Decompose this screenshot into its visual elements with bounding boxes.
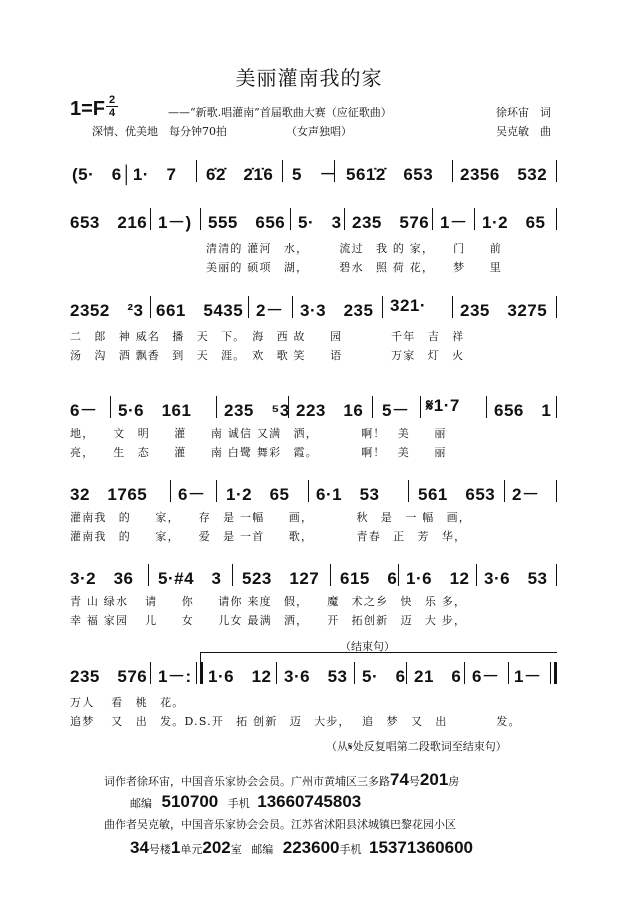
key-signature: 1=F bbox=[70, 98, 106, 120]
time-denominator: 4 bbox=[108, 107, 116, 119]
composer-address: 曲作者吴克敏，中国音乐家协会会员。江苏省沭阳县沭城镇巴黎花园小区 bbox=[104, 818, 456, 831]
lyrics-verse-1: 二 郎 神 威名 播 天 下。 海 西 故 园 千年 吉 祥 bbox=[70, 330, 465, 343]
measure: 661 5435 bbox=[156, 301, 244, 320]
phone-label: 手机 bbox=[339, 843, 362, 856]
barline bbox=[232, 564, 233, 586]
time-numerator: 2 bbox=[108, 94, 116, 106]
lyricist-postcode: 510700 bbox=[161, 792, 219, 811]
barline bbox=[150, 296, 151, 318]
measure: 21 6 bbox=[414, 667, 462, 686]
composer-unit-number: 1 bbox=[170, 838, 181, 857]
measure: 1－) bbox=[158, 213, 192, 232]
lyricist-number-label: 号 bbox=[408, 775, 420, 788]
barline bbox=[432, 208, 433, 230]
barline bbox=[276, 662, 277, 684]
measure: 3·6 53 bbox=[284, 667, 348, 686]
composer-post-line bbox=[130, 838, 473, 858]
measure: 653 216 bbox=[70, 213, 148, 232]
composer-building-number: 34 bbox=[130, 838, 149, 857]
barline bbox=[382, 296, 383, 318]
barline bbox=[110, 396, 111, 418]
barline bbox=[486, 396, 487, 418]
measure: 615 6 bbox=[340, 569, 398, 588]
barline bbox=[406, 662, 407, 684]
barline bbox=[464, 662, 465, 684]
barline bbox=[408, 480, 409, 502]
lyrics-verse-1: 清清的 灌河 水， 流过 我 的 家， 门 前 bbox=[206, 242, 502, 255]
measure: 1－: bbox=[158, 667, 192, 686]
measure: 32 1765 bbox=[70, 485, 148, 504]
measure: 1·2 65 bbox=[482, 213, 546, 232]
measure: 561 653 bbox=[418, 485, 496, 504]
measure: 𝄋1·7 bbox=[426, 396, 460, 415]
measure: 3·3 235 bbox=[300, 301, 374, 320]
building-label: 号楼 bbox=[148, 843, 171, 856]
measure: 2－ bbox=[256, 301, 284, 320]
barline bbox=[556, 208, 557, 230]
measure: 656 1 bbox=[494, 401, 552, 420]
lyrics-verse-2: 幸 福 家园 儿 女 儿女 最满 洒， 开 拓创新 迈 大 步， bbox=[70, 614, 467, 627]
song-title: 美丽灌南我的家 bbox=[235, 66, 383, 90]
repeat-barline bbox=[196, 662, 197, 684]
ending-label: （结束句） bbox=[340, 640, 395, 653]
lyrics-verse-2: 灌南我 的 家， 爱 是 一首 歌， 青春 正 芳 华， bbox=[70, 530, 467, 543]
measure: 235 576 bbox=[352, 213, 430, 232]
barline bbox=[420, 396, 421, 418]
measure: 6－ bbox=[178, 485, 206, 504]
barline bbox=[556, 480, 557, 502]
barline bbox=[504, 480, 505, 502]
lyricist-phone: 13660745803 bbox=[257, 792, 362, 811]
measure: 5 － bbox=[292, 165, 337, 184]
barline bbox=[196, 160, 197, 182]
lyrics-verse-1: 青 山 绿水 请 你 请你 来度 假， 魔 术之乡 快 乐 多， bbox=[70, 595, 467, 608]
measure: 3·6 53 bbox=[484, 569, 548, 588]
lyricist-credit: 徐环宙 词 bbox=[496, 106, 551, 119]
barline bbox=[556, 296, 557, 318]
tempo-marking: 深情、优美地 每分钟70拍 bbox=[92, 125, 227, 138]
barline bbox=[476, 564, 477, 586]
lyrics-verse-1: 灌南我 的 家， 存 是 一幅 画， 秋 是 一 幅 画， bbox=[70, 511, 471, 524]
barline bbox=[200, 208, 201, 230]
lyrics-verse-2: 追梦 又 出 发。D.S.开 拓 创新 迈 大步， 追 梦 又 出 发。 bbox=[70, 715, 521, 728]
measure: 3·2 36 bbox=[70, 569, 134, 588]
repeat-instruction: （从𝄋处反复唱第二段歌词至结束句） bbox=[326, 740, 507, 753]
barline bbox=[452, 296, 453, 318]
subtitle: ——“新歌.唱灌南”首届歌曲大赛（应征歌曲） bbox=[168, 106, 392, 119]
measure: 5·6 161 bbox=[118, 401, 192, 420]
barline bbox=[288, 396, 289, 418]
measure: 1·6 12 bbox=[208, 667, 272, 686]
barline bbox=[556, 396, 557, 418]
measure: 6·1 53 bbox=[316, 485, 380, 504]
measure: 523 127 bbox=[242, 569, 320, 588]
lyricist-street-number: 74 bbox=[390, 770, 409, 789]
measure: 1－ bbox=[514, 667, 542, 686]
barline bbox=[216, 480, 217, 502]
barline bbox=[150, 208, 151, 230]
measure: 5·#4 3 bbox=[158, 569, 222, 588]
repeat-barline-thick bbox=[200, 662, 203, 684]
lyrics-verse-1: 地， 文 明 灌 南 诚信 又满 洒， 啊！ 美 丽 bbox=[70, 427, 447, 440]
barline bbox=[330, 564, 331, 586]
measure: 1－ bbox=[440, 213, 468, 232]
barline bbox=[354, 662, 355, 684]
lyricist-post-line bbox=[130, 792, 361, 812]
barline bbox=[282, 160, 283, 182]
barline bbox=[398, 564, 399, 586]
measure: 223 16 bbox=[296, 401, 364, 420]
measure: 2356 532 bbox=[460, 165, 548, 184]
post-label: 邮编 bbox=[130, 797, 152, 810]
room-label: 室 bbox=[230, 843, 242, 856]
measure: 1·6 12 bbox=[406, 569, 470, 588]
measure: 235 576 bbox=[70, 667, 148, 686]
lyrics-verse-1: 万人 看 桃 花。 bbox=[70, 696, 185, 709]
measure: 555 656 bbox=[208, 213, 286, 232]
barline bbox=[556, 160, 557, 182]
measure: 6－ bbox=[70, 401, 98, 420]
measure: 1·2 65 bbox=[226, 485, 290, 504]
composer-phone: 15371360600 bbox=[369, 838, 474, 857]
measure: 5· 3 bbox=[298, 213, 342, 232]
barline bbox=[508, 662, 509, 684]
barline bbox=[334, 160, 335, 182]
measure: 235 3275 bbox=[460, 301, 548, 320]
measure: 5－ bbox=[382, 401, 410, 420]
measure: 2352 ²3 bbox=[70, 301, 144, 320]
barline bbox=[170, 480, 171, 502]
barline bbox=[150, 662, 151, 684]
barline bbox=[290, 208, 291, 230]
barline bbox=[248, 296, 249, 318]
measure: 561̇2̇ 653 bbox=[346, 165, 434, 184]
measure: 6̇2̇ 2̇1̇6 bbox=[206, 165, 274, 184]
lyricist-room-number: 201 bbox=[419, 770, 449, 789]
barline bbox=[308, 480, 309, 502]
lyricist-address: 词作者徐环宙，中国音乐家协会会员。广州市黄埔区三多路 bbox=[104, 775, 390, 788]
composer-postcode: 223600 bbox=[282, 838, 340, 857]
composer-room-number: 202 bbox=[202, 838, 231, 857]
measure: 5· 6 bbox=[362, 667, 406, 686]
lyricist-contact-line bbox=[104, 770, 459, 790]
time-signature bbox=[106, 95, 118, 118]
barline bbox=[474, 208, 475, 230]
barline bbox=[292, 296, 293, 318]
lyrics-verse-2: 亮， 生 态 灌 南 白鹭 舞彩 霞。 啊！ 美 丽 bbox=[70, 446, 447, 459]
measure: 2－ bbox=[512, 485, 540, 504]
lyrics-verse-2: 美丽的 硕项 湖， 碧水 照 荷 花， 梦 里 bbox=[206, 261, 502, 274]
measure: 321· bbox=[390, 296, 427, 315]
barline bbox=[556, 564, 557, 586]
unit-label: 单元 bbox=[180, 843, 203, 856]
post-label: 邮编 bbox=[251, 843, 274, 856]
lyricist-room-label: 房 bbox=[448, 775, 460, 788]
barline bbox=[452, 160, 453, 182]
phone-label: 手机 bbox=[227, 797, 250, 810]
final-barline-thick bbox=[554, 662, 557, 684]
composer-credit: 吴克敏 曲 bbox=[496, 125, 551, 138]
barline bbox=[148, 564, 149, 586]
barline bbox=[344, 208, 345, 230]
barline bbox=[216, 396, 217, 418]
measure: 6－ bbox=[472, 667, 500, 686]
barline bbox=[372, 396, 373, 418]
performance-note: （女声独唱） bbox=[286, 125, 352, 138]
measure: (5· 6│1· 7 bbox=[72, 165, 177, 184]
measure: 235 ⁵3 bbox=[224, 401, 290, 420]
lyrics-verse-2: 汤 沟 酒 飘香 到 天 涯。 欢 歌 笑 语 万家 灯 火 bbox=[70, 349, 465, 362]
final-barline-thin bbox=[550, 662, 551, 684]
